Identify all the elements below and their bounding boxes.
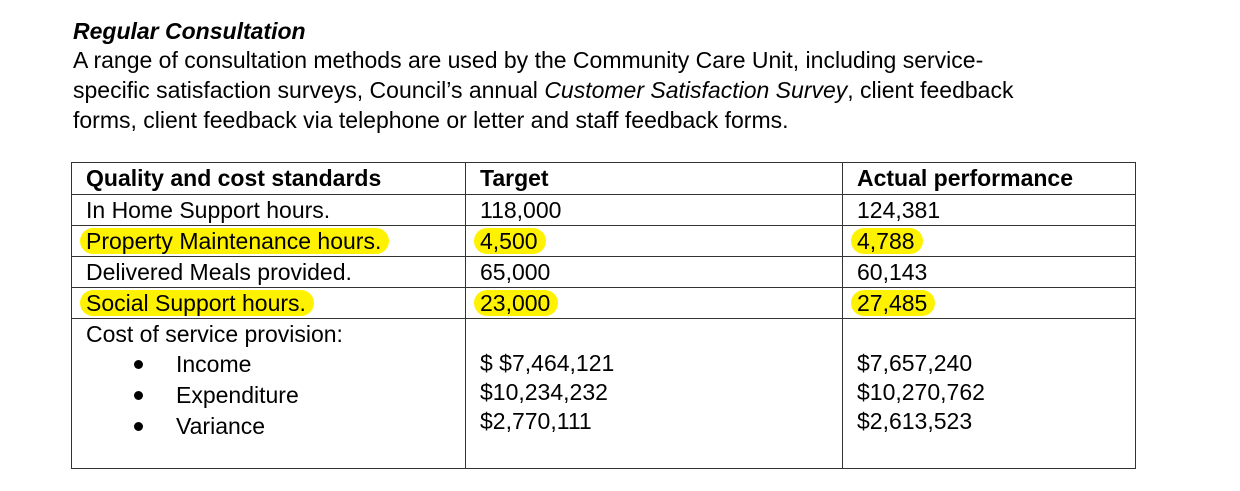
standard-cell [72, 288, 466, 319]
cost-actual-income: $7,657,240 [857, 350, 973, 376]
actual-cell [843, 257, 1136, 288]
cost-row [72, 319, 1136, 469]
target-cell [466, 288, 843, 319]
cost-item-label: Income [176, 351, 252, 377]
standard-label: In Home Support hours. [86, 197, 331, 223]
standards-table [71, 162, 1136, 469]
cost-label-cell [72, 319, 466, 469]
cost-actual-expenditure: $10,270,762 [857, 379, 985, 405]
cost-actual-cell [843, 319, 1136, 469]
actual-cell [843, 195, 1136, 226]
table-row [72, 288, 1136, 319]
target-cell [466, 257, 843, 288]
standard-label: Delivered Meals provided. [86, 259, 352, 285]
cost-target-cell [466, 319, 843, 469]
actual-value: 60,143 [857, 259, 928, 285]
intro-line-2 [73, 75, 1173, 105]
cost-item-label: Expenditure [176, 382, 299, 408]
standard-cell [72, 226, 466, 257]
cost-item-label: Variance [176, 413, 266, 439]
actual-value: 124,381 [857, 197, 941, 223]
target-cell [466, 195, 843, 226]
table-row [72, 226, 1136, 257]
target-value-highlighted: 4,500 [474, 228, 546, 254]
header-target: Target [466, 163, 843, 195]
target-value-highlighted: 23,000 [474, 290, 558, 316]
list-item [86, 349, 465, 380]
intro-line-3: forms, client feedback via telephone or letter and staff feedback forms. [73, 107, 789, 133]
list-item [86, 411, 465, 442]
standard-label-highlighted: Property Maintenance hours. [80, 228, 389, 254]
standard-label-highlighted: Social Support hours. [80, 290, 314, 316]
intro-paragraph [73, 45, 1173, 135]
cost-actual-variance: $2,613,523 [857, 408, 973, 434]
cost-target-expenditure: $10,234,232 [480, 379, 608, 405]
header-standards: Quality and cost standards [72, 163, 466, 195]
cost-target-variance: $2,770,111 [480, 408, 592, 434]
list-item [86, 380, 465, 411]
standard-cell [72, 195, 466, 226]
target-value: 65,000 [480, 259, 551, 285]
table-header-row [72, 163, 1136, 195]
table-row [72, 195, 1136, 226]
cost-target-income: $ $7,464,121 [480, 350, 615, 376]
actual-value-highlighted: 27,485 [851, 290, 935, 316]
intro-line-2-text-a: specific satisfaction surveys, Council’s annual [73, 77, 545, 103]
cost-label: Cost of service provision: [86, 321, 343, 347]
survey-title: Customer Satisfaction Survey [544, 77, 848, 103]
target-cell [466, 226, 843, 257]
actual-value-highlighted: 4,788 [851, 228, 923, 254]
intro-line-1: A range of consultation methods are used by the Community Care Unit, including service- [73, 47, 984, 73]
standard-cell [72, 257, 466, 288]
target-value: 118,000 [480, 197, 562, 223]
actual-cell [843, 288, 1136, 319]
bullet-icon [134, 391, 143, 400]
section-heading: Regular Consultation [73, 18, 306, 44]
table-row [72, 257, 1136, 288]
cost-item-list [86, 349, 465, 442]
intro-line-2-text-b: , client feedback [847, 77, 1014, 103]
bullet-icon [134, 360, 143, 369]
actual-cell [843, 226, 1136, 257]
bullet-icon [134, 422, 143, 431]
header-actual: Actual performance [843, 163, 1136, 195]
